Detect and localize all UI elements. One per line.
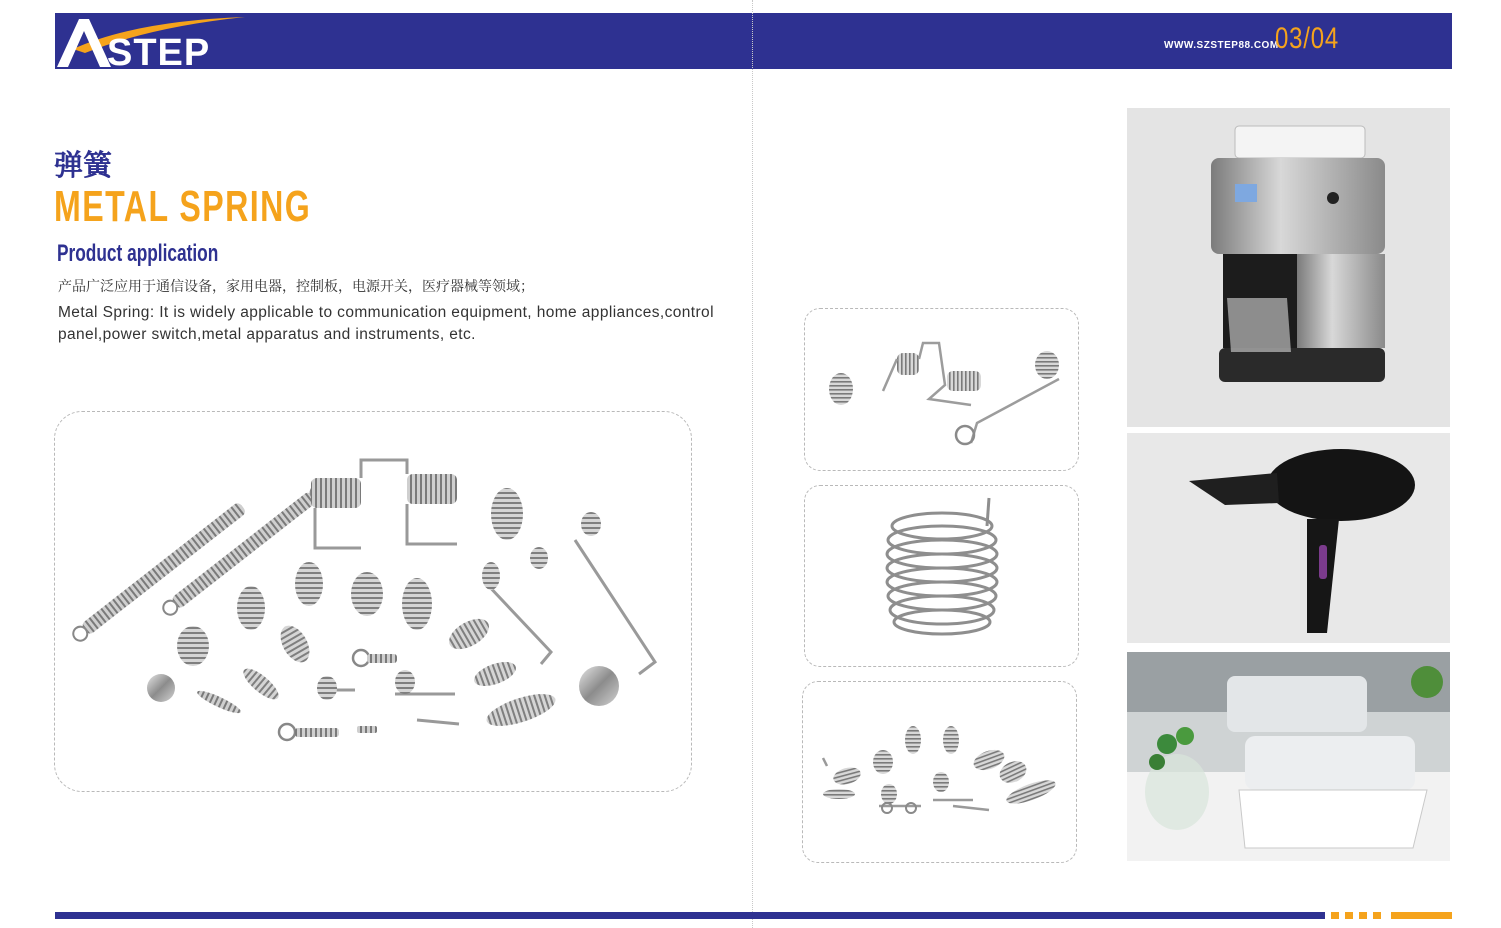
title-english: METAL SPRING xyxy=(54,182,312,231)
title-chinese: 弹簧 xyxy=(54,148,113,182)
bent-wire-springs-image xyxy=(804,308,1079,471)
coffee-maker-icon xyxy=(1127,108,1450,427)
page-number: 03/04 xyxy=(1275,22,1340,55)
astep-logo xyxy=(55,13,270,69)
springs-assortment-icon xyxy=(55,412,691,791)
description-english: Metal Spring: It is widely applicable to communication equipment, home appliances,control panel,power switch,metal apparatus and instruments, etc. xyxy=(58,304,714,343)
spiral-coil-spring-image xyxy=(804,485,1079,667)
wire-forms-icon xyxy=(805,309,1078,470)
coffee-maker-image xyxy=(1127,108,1450,427)
small-spring-set-image xyxy=(802,681,1077,863)
footer-bar xyxy=(55,912,1325,919)
page-fold xyxy=(752,0,753,928)
spring-collection-image xyxy=(54,411,692,792)
laser-printer-image xyxy=(1127,652,1450,861)
footer-square xyxy=(1331,912,1339,919)
footer-orange-bar xyxy=(1391,912,1452,919)
description-chinese: 产品广泛应用于通信设备，家用电器，控制板，电源开关，医疗器械等领域； xyxy=(58,279,534,295)
printer-icon xyxy=(1127,652,1450,861)
section-heading: Product application xyxy=(57,240,219,267)
footer-square xyxy=(1373,912,1381,919)
springs-assortment-icon xyxy=(803,682,1076,862)
website-url[interactable]: WWW.SZSTEP88.COM xyxy=(1164,40,1279,51)
svg-text:STEP: STEP xyxy=(107,32,211,69)
coil-icon xyxy=(805,486,1078,666)
footer-square xyxy=(1359,912,1367,919)
hair-dryer-image xyxy=(1127,433,1450,643)
footer-square xyxy=(1345,912,1353,919)
hair-dryer-icon xyxy=(1127,433,1450,643)
